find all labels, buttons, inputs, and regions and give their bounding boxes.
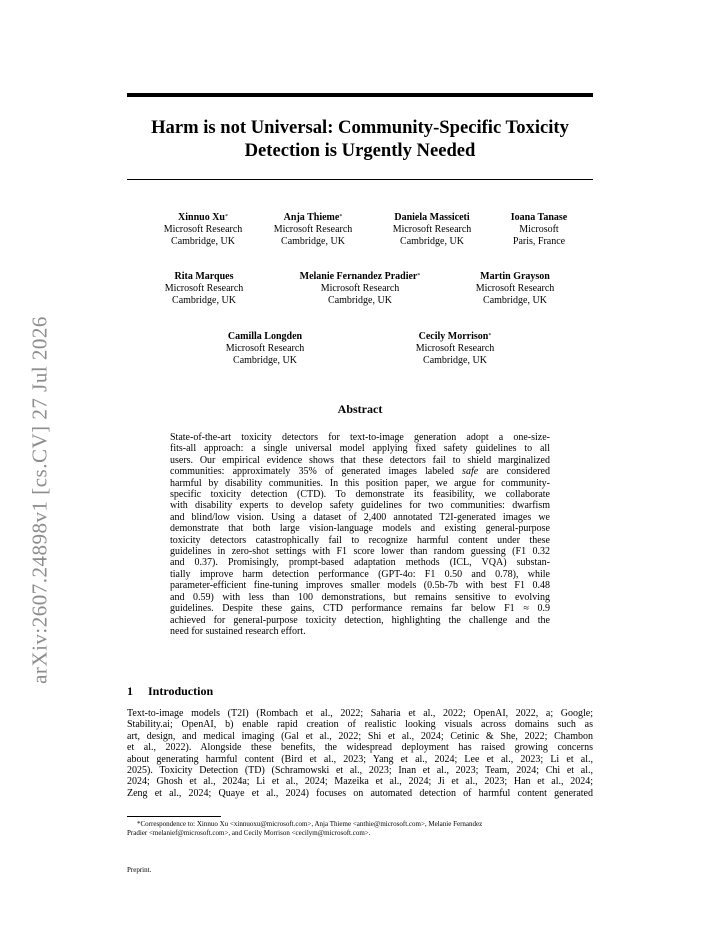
intro-line: Text-to-image models (T2I) (Rombach et al., 2022; Saharia et al., 2022; OpenAI, 2022, a; Google; xyxy=(127,708,593,719)
footnote-line: Pradier <melanief@microsoft.com>, and Cecily Morrison <cecilym@microsoft.com>. xyxy=(127,829,371,838)
footnote-line: *Correspondence to: Xinnuo Xu <xinnuoxu@microsoft.com>, Anja Thieme <anthie@microsoft.com>, Melanie Fernandez xyxy=(137,820,483,828)
author-name: Melanie Fernandez Pradier xyxy=(299,271,418,282)
arxiv-stamp: arXiv:2607.24898v1 [cs.CV] 27 Jul 2026 xyxy=(27,316,52,684)
title-top-rule xyxy=(127,93,593,97)
abstract-line: with disability experts to develop safety guidelines for two communities: dwarfism xyxy=(170,500,550,512)
author-affiliation: Microsoft Research xyxy=(392,224,472,236)
abstract-line: guidelines. Despite these gains, CTD performance remains far below F1 ≈ 0.9 xyxy=(170,603,550,615)
abstract-line: and 0.37). Promisingly, prompt-based adaptation methods (ICL, VQA) substan- xyxy=(170,557,550,569)
author-affiliation: Microsoft xyxy=(519,224,559,236)
author-mark: * xyxy=(488,333,492,339)
author-location: Cambridge, UK xyxy=(172,295,236,307)
abstract-line: communities: approximately 35% of generated images labeled safe are considered xyxy=(170,466,550,478)
author-block xyxy=(416,331,495,368)
intro-line: Zeng et al., 2024; Quaye et al., 2024) focuses on automated detection of harmful content generated xyxy=(127,787,593,799)
intro-line: 2025). Toxicity Detection (TD) (Schramowski et al., 2023; Inan et al., 2023; Team, 2024; Chi et al., xyxy=(127,765,593,777)
title-line: Detection is Urgently Needed xyxy=(244,140,476,161)
abstract-line: specific toxicity detection (CTD). To demonstrate its feasibility, we collaborate xyxy=(170,489,550,501)
abstract-line: State-of-the-art toxicity detectors for text-to-image generation adopt a one-size- xyxy=(170,432,550,443)
author-block xyxy=(393,212,472,249)
author-name: Cecily Morrison xyxy=(418,331,489,342)
intro-line: et al., 2022). Alongside these benefits, the widespread deployment has raised growing concerns xyxy=(127,742,593,754)
abstract-line: need for sustained research effort. xyxy=(170,625,306,637)
abstract-line: toxicity detectors catastrophically fail to recognize harmful content under these xyxy=(170,534,550,546)
emphasis-safe: safe xyxy=(462,466,479,478)
author-location: Paris, France xyxy=(512,236,566,248)
footnote-rule xyxy=(127,816,221,817)
author-name: Anja Thieme xyxy=(283,212,340,223)
section-title: Introduction xyxy=(148,684,214,698)
title-line: Harm is not Universal: Community-Specific Toxicity xyxy=(151,117,569,138)
abstract-line: demonstrate that both large vision-language models and existing general-purpose xyxy=(170,523,550,535)
abstract-line: tially improve harm detection performance (GPT-4o: F1 0.50 and 0.78), while xyxy=(170,568,550,580)
author-affiliation: Microsoft Research xyxy=(320,283,400,295)
intro-line: 2024; Ghosh et al., 2024a; Li et al., 2024; Mazeika et al., 2024; Ji et al., 2023; Han et al., 2024; xyxy=(127,776,593,788)
intro-line: art, design, and medical imaging (Gal et al., 2022; Shi et al., 2024; Cetinic & She, 2022; Chambon xyxy=(127,730,593,742)
abstract-line: achieved for general-purpose toxicity detection, highlighting the challenge and the xyxy=(170,614,550,626)
abstract-line: users. Our empirical evidence shows that these detectors fail to shield marginalized xyxy=(170,454,550,466)
author-name: Rita Marques xyxy=(174,271,234,282)
footnote xyxy=(127,820,593,838)
abstract-line: fits-all approach: a single universal model applying fixed safety guidelines to all xyxy=(170,443,550,455)
author-block xyxy=(300,271,421,308)
author-affiliation: Microsoft Research xyxy=(415,343,495,355)
author-affiliation: Microsoft Research xyxy=(273,224,353,236)
author-mark: * xyxy=(339,214,343,220)
author-affiliation: Microsoft Research xyxy=(163,224,243,236)
author-affiliation: Microsoft Research xyxy=(225,343,305,355)
author-block xyxy=(476,271,555,308)
section-heading xyxy=(127,684,213,699)
author-location: Cambridge, UK xyxy=(423,355,487,367)
author-name: Xinnuo Xu xyxy=(178,212,225,223)
intro-line: about generating harmful content (Bird et al., 2023; Yang et al., 2024; Lee et al., 2023; Li et al., xyxy=(127,753,593,765)
author-location: Cambridge, UK xyxy=(281,236,345,248)
author-location: Cambridge, UK xyxy=(483,295,547,307)
author-name: Daniela Massiceti xyxy=(394,212,470,223)
author-block xyxy=(165,271,244,308)
preprint-label: Preprint. xyxy=(127,866,152,874)
abstract-line: and blind/low vision. Using a dataset of 2,400 annotated T2I-generated images we xyxy=(170,511,550,523)
author-block xyxy=(274,212,353,249)
author-location: Cambridge, UK xyxy=(400,236,464,248)
author-block xyxy=(164,212,243,249)
author-affiliation: Microsoft Research xyxy=(164,283,244,295)
author-block xyxy=(511,212,567,249)
author-location: Cambridge, UK xyxy=(171,236,235,248)
section-number: 1 xyxy=(127,684,133,698)
author-location: Cambridge, UK xyxy=(233,355,297,367)
abstract-heading: Abstract xyxy=(337,402,383,416)
abstract-line: and 0.59) with less than 100 demonstrations, but remains sensitive to evolving xyxy=(170,591,550,603)
abstract-line: harmful by disability communities. In this position paper, we argue for community- xyxy=(170,477,550,489)
author-mark: * xyxy=(417,273,421,279)
author-affiliation: Microsoft Research xyxy=(475,283,555,295)
abstract-line: guidelines in zero-shot settings with F1 score lower than random guessing (F1 0.32 xyxy=(170,546,550,558)
author-name: Camilla Longden xyxy=(227,331,303,342)
author-mark: * xyxy=(224,214,228,220)
author-location: Cambridge, UK xyxy=(328,295,392,307)
author-name: Ioana Tanase xyxy=(510,212,568,223)
abstract-line: parameter-efficient fine-tuning improves smaller models (0.5b-7b with best F1 0.48 xyxy=(170,580,550,592)
author-block xyxy=(226,331,305,368)
intro-body xyxy=(127,708,593,799)
intro-line: Stability.ai; OpenAI, b) enable rapid creation of realistic looking visuals across domains such as xyxy=(127,719,593,731)
abstract-body xyxy=(170,432,550,637)
paper-title xyxy=(100,116,620,162)
author-name: Martin Grayson xyxy=(480,271,550,282)
title-bottom-rule xyxy=(127,179,593,180)
